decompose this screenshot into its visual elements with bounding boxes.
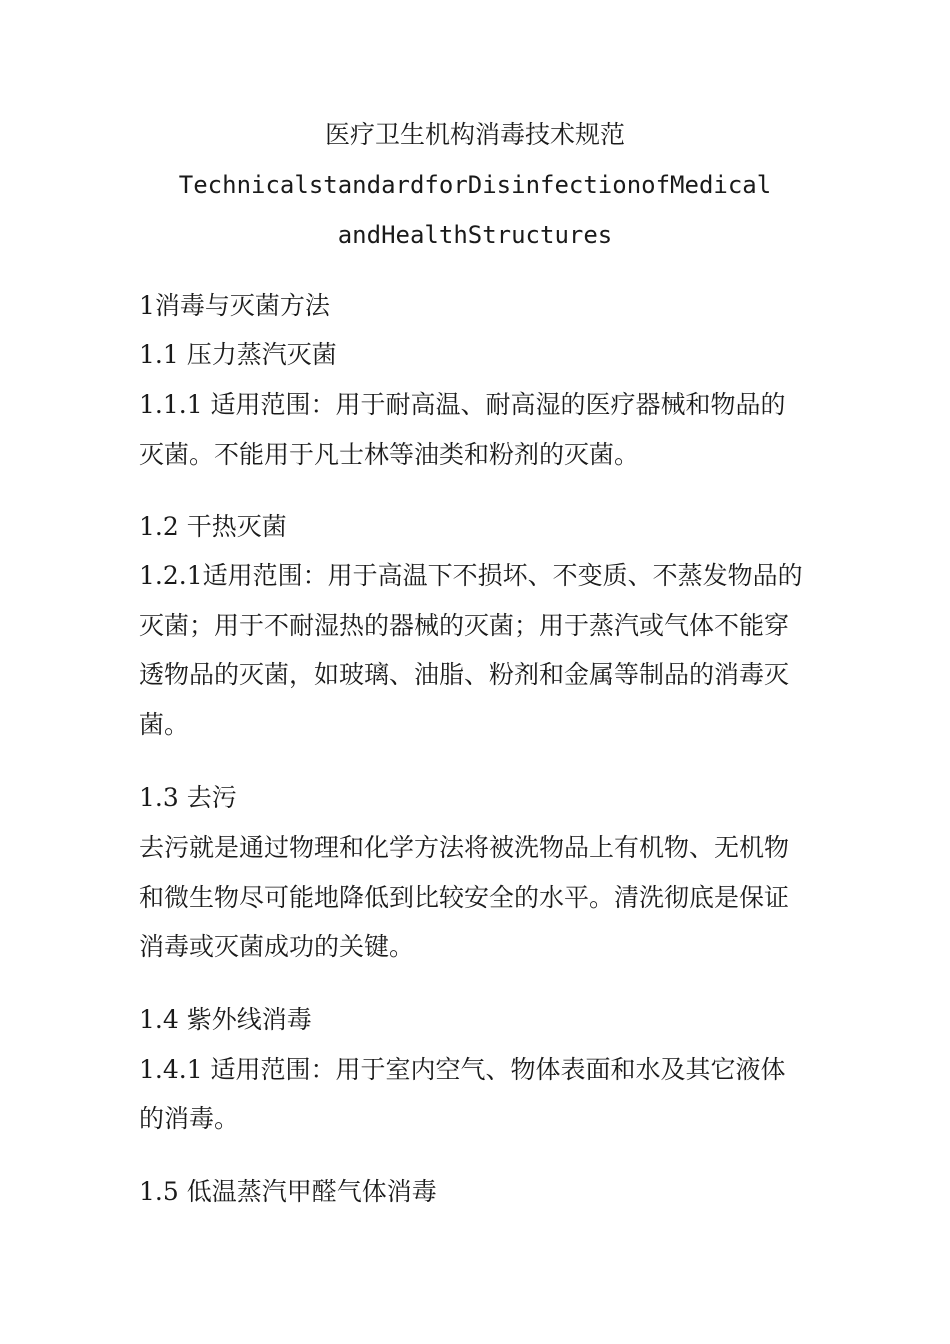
title-english-line-2: andHealthStructures — [337, 221, 613, 249]
title-chinese: 医疗卫生机构消毒技术规范 — [324, 120, 625, 149]
paragraph-line: 和微生物尽可能地降低到比较安全的水平。清洗彻底是保证 — [139, 883, 790, 912]
section-heading-1-1: 1.1 压力蒸汽灭菌 — [139, 340, 337, 369]
paragraph-line: 的消毒。 — [139, 1104, 240, 1133]
paragraph-line: 菌。 — [139, 710, 190, 739]
section-heading-1-5: 1.5 低温蒸汽甲醛气体消毒 — [139, 1177, 437, 1206]
paragraph-line: 灭菌。不能用于凡士林等油类和粉剂的灭菌。 — [139, 440, 640, 469]
paragraph-line: 1.2.1适用范围：用于高温下不损坏、不变质、不蒸发物品的 — [139, 561, 803, 590]
paragraph-line: 1.4.1 适用范围：用于室内空气、物体表面和水及其它液体 — [139, 1055, 786, 1084]
paragraph-line: 透物品的灭菌，如玻璃、油脂、粉剂和金属等制品的消毒灭 — [139, 660, 790, 689]
paragraph-line: 消毒或灭菌成功的关键。 — [139, 932, 415, 961]
section-heading-1-2: 1.2 干热灭菌 — [139, 512, 287, 541]
paragraph-line: 去污就是通过物理和化学方法将被洗物品上有机物、无机物 — [139, 833, 790, 862]
title-english-line-1: TechnicalstandardforDisinfectionofMedical — [178, 171, 772, 199]
section-heading-1-3: 1.3 去污 — [139, 783, 237, 812]
paragraph-line: 灭菌；用于不耐湿热的器械的灭菌；用于蒸汽或气体不能穿 — [139, 611, 790, 640]
section-heading-1-4: 1.4 紫外线消毒 — [139, 1005, 312, 1034]
section-heading-1: 1消毒与灭菌方法 — [139, 291, 330, 320]
paragraph-line: 1.1.1 适用范围：用于耐高温、耐高湿的医疗器械和物品的 — [139, 390, 786, 419]
document-title-block — [0, 110, 950, 260]
